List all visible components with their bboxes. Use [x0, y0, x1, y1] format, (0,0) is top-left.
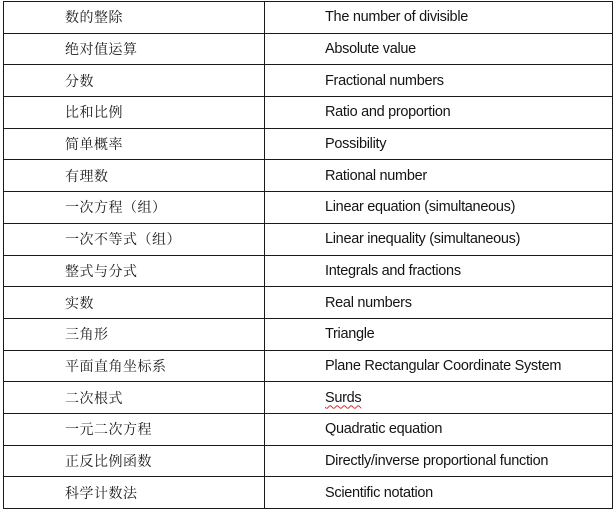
chinese-term-cell: 科学计数法 [4, 477, 265, 509]
english-term-cell: Triangle [265, 318, 613, 350]
table-row [4, 477, 613, 509]
table-row [4, 382, 613, 414]
chinese-term-cell: 二次根式 [4, 382, 265, 414]
table-row [4, 318, 613, 350]
spellcheck-flagged-word[interactable]: Surds [325, 389, 362, 406]
table-row [4, 445, 613, 477]
math-terms-table [3, 1, 613, 509]
english-term-cell: Absolute value [265, 33, 613, 65]
english-term-cell: Rational number [265, 160, 613, 192]
table-row [4, 160, 613, 192]
chinese-term-cell: 数的整除 [4, 2, 265, 34]
chinese-term-cell: 一元二次方程 [4, 413, 265, 445]
chinese-term-cell: 三角形 [4, 318, 265, 350]
english-term-cell: Directly/inverse proportional function [265, 445, 613, 477]
table-row [4, 192, 613, 224]
table-row [4, 287, 613, 319]
english-term-cell: Quadratic equation [265, 413, 613, 445]
table-row [4, 97, 613, 129]
table-row [4, 2, 613, 34]
chinese-term-cell: 有理数 [4, 160, 265, 192]
table-row [4, 65, 613, 97]
chinese-term-cell: 分数 [4, 65, 265, 97]
english-term-cell: Ratio and proportion [265, 97, 613, 129]
english-term-cell: Real numbers [265, 287, 613, 319]
table-row [4, 33, 613, 65]
english-term-cell: Linear equation (simultaneous) [265, 192, 613, 224]
chinese-term-cell: 平面直角坐标系 [4, 350, 265, 382]
english-term-cell: Possibility [265, 128, 613, 160]
chinese-term-cell: 实数 [4, 287, 265, 319]
english-term-cell: Integrals and fractions [265, 255, 613, 287]
chinese-term-cell: 一次不等式（组） [4, 223, 265, 255]
chinese-term-cell: 一次方程（组） [4, 192, 265, 224]
chinese-term-cell: 简单概率 [4, 128, 265, 160]
table-row [4, 350, 613, 382]
english-term-cell: Plane Rectangular Coordinate System [265, 350, 613, 382]
table-row [4, 223, 613, 255]
english-term-cell: Scientific notation [265, 477, 613, 509]
chinese-term-cell: 绝对值运算 [4, 33, 265, 65]
chinese-term-cell: 整式与分式 [4, 255, 265, 287]
chinese-term-cell: 比和比例 [4, 97, 265, 129]
english-term-cell: Linear inequality (simultaneous) [265, 223, 613, 255]
table-row [4, 128, 613, 160]
english-term-cell [265, 382, 613, 414]
table-row [4, 255, 613, 287]
english-term-cell: The number of divisible [265, 2, 613, 34]
chinese-term-cell: 正反比例函数 [4, 445, 265, 477]
table-row [4, 413, 613, 445]
english-term-cell: Fractional numbers [265, 65, 613, 97]
